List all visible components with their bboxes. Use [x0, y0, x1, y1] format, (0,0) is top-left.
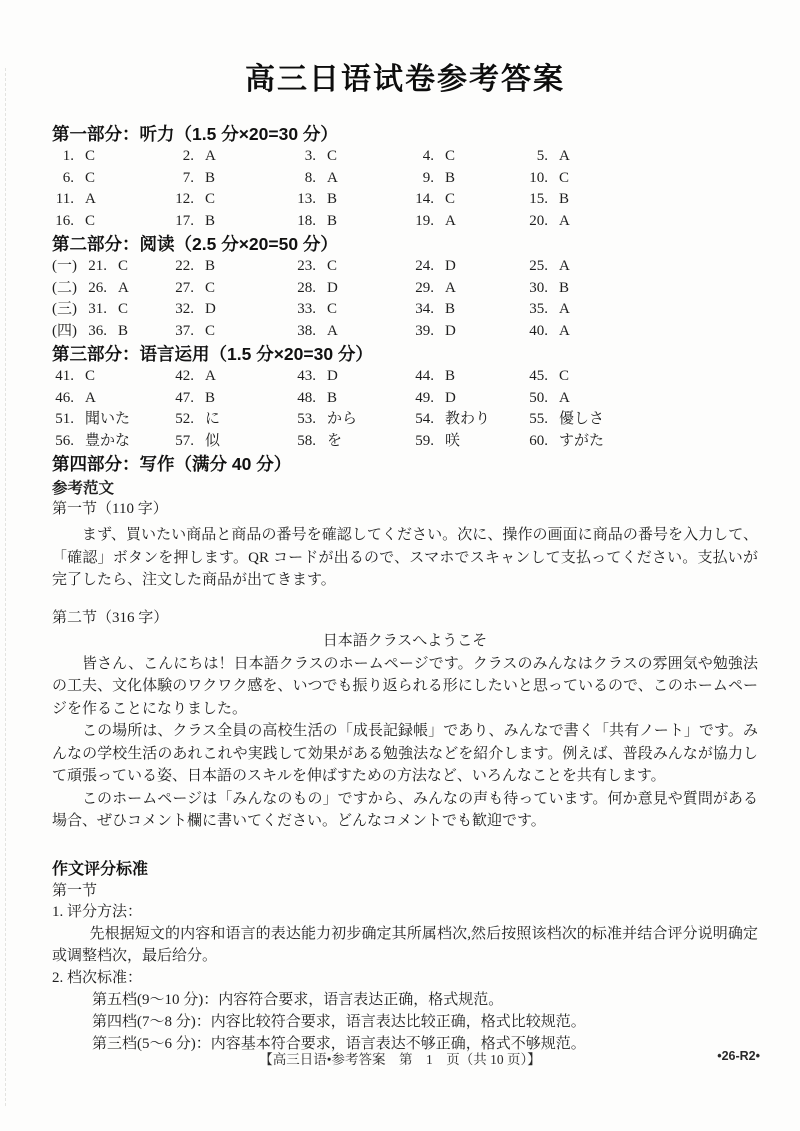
answer-cell [52, 211, 172, 233]
question-number: 50. [529, 389, 548, 406]
question-number: 8. [304, 169, 316, 186]
answer-cell [526, 366, 758, 388]
answer-value: すがた [559, 432, 605, 449]
question-number: 56. [55, 432, 74, 449]
answer-cell [526, 388, 758, 410]
footer-page-info: 【高三日语•参考答案 第 1 页（共 10 页）】 [259, 1052, 541, 1067]
question-number: 35. [529, 301, 548, 317]
answer-cell [52, 321, 172, 343]
grade-level-3: 第三档(5～6 分)：内容基本符合要求，语言表达不够正确，格式不够规范。 [92, 1035, 586, 1052]
question-number: 2. [182, 148, 194, 164]
answer-value: C [205, 279, 216, 296]
grade-level-4: 第四档(7～8 分)：内容比较符合要求，语言表达比较正确，格式比较规范。 [92, 1013, 586, 1030]
answer-value: 咲 [445, 432, 461, 449]
answer-cell [172, 168, 294, 190]
question-number: 31. [88, 301, 107, 317]
question-number: 9. [422, 169, 434, 186]
question-number: 46. [55, 389, 74, 406]
answer-value: に [205, 411, 221, 427]
answer-cell [172, 211, 294, 233]
answer-value: 似 [205, 432, 221, 449]
answer-value: C [205, 322, 216, 339]
answer-value: A [559, 212, 570, 229]
part2-answer-grid [52, 256, 758, 342]
answer-value: B [327, 212, 338, 229]
answer-value: A [445, 212, 456, 229]
part2-heading: 第二部分：阅读（2.5 分×20=50 分） [52, 234, 338, 254]
answer-value: A [205, 148, 216, 164]
question-number: 44. [415, 368, 434, 384]
answer-value: A [559, 258, 570, 274]
answer-cell [526, 168, 758, 190]
question-number: 33. [297, 301, 316, 317]
answer-cell [412, 321, 526, 343]
answer-row [52, 168, 758, 190]
answer-value: 聞いた [85, 411, 131, 427]
answer-cell [52, 278, 172, 300]
question-number: 49. [415, 389, 434, 406]
answer-cell [52, 256, 172, 278]
answer-cell [172, 321, 294, 343]
answer-value: C [559, 368, 570, 384]
answer-row [52, 189, 758, 211]
question-number: 18. [297, 212, 316, 229]
answer-cell [526, 256, 758, 278]
criteria-heading: 作文评分标准 [52, 860, 149, 878]
answer-cell [526, 299, 758, 321]
answer-cell [294, 366, 412, 388]
answer-value: B [205, 169, 216, 186]
answer-cell [294, 256, 412, 278]
answer-cell [412, 299, 526, 321]
question-number: 47. [175, 389, 194, 406]
answer-cell [294, 146, 412, 168]
essay-section2-label: 第二节（316 字） [52, 609, 169, 626]
answer-cell [294, 388, 412, 410]
question-number: 53. [297, 411, 316, 427]
answer-value: D [445, 258, 456, 274]
answer-value: C [118, 258, 129, 274]
answer-cell [172, 256, 294, 278]
answer-cell [294, 321, 412, 343]
answer-value: B [445, 368, 456, 384]
answer-value: A [445, 279, 456, 296]
question-number: 16. [55, 212, 74, 229]
answer-value: C [445, 148, 456, 164]
answer-value: C [85, 368, 96, 384]
grading-criteria-section [52, 859, 758, 1055]
answer-value: C [327, 301, 338, 317]
answer-cell [294, 278, 412, 300]
answer-value: A [205, 368, 216, 384]
answer-value: D [327, 279, 338, 296]
question-number: 20. [529, 212, 548, 229]
question-number: 42. [175, 368, 194, 384]
answer-cell [412, 168, 526, 190]
answer-cell [412, 189, 526, 211]
part3-language-section [52, 342, 758, 452]
part3-answer-grid [52, 366, 758, 452]
part4-writing-section [52, 452, 758, 833]
answer-value: から [327, 411, 358, 427]
answer-cell [412, 431, 526, 453]
answer-row [52, 299, 758, 321]
answer-value: C [445, 191, 456, 207]
criteria-item1-text: 先根据短文的内容和语言的表达能力初步确定其所属档次,然后按照该档次的标准并结合评分说明确定或调整档次，最后给分。 [52, 925, 758, 964]
essay-section2-block [52, 608, 758, 833]
answer-row [52, 366, 758, 388]
answer-cell [172, 278, 294, 300]
answer-value: B [205, 258, 216, 274]
question-number: 51. [55, 411, 74, 427]
question-number: 54. [415, 411, 434, 427]
question-number: 43. [297, 368, 316, 384]
answer-cell [294, 168, 412, 190]
answer-value: B [205, 212, 216, 229]
question-number: 25. [529, 258, 548, 274]
answer-cell [172, 189, 294, 211]
answer-cell [172, 431, 294, 453]
criteria-item1-label: 1. 评分方法： [52, 903, 143, 920]
answer-cell [412, 388, 526, 410]
answer-row [52, 146, 758, 168]
question-number: 36. [88, 322, 107, 339]
answer-cell [294, 431, 412, 453]
question-number: 21. [88, 258, 107, 274]
answer-value: 豊かな [85, 432, 131, 449]
answer-value: B [327, 389, 338, 406]
answer-value: C [118, 301, 129, 317]
answer-cell [172, 146, 294, 168]
question-number: 60. [529, 432, 548, 449]
answer-value: B [327, 191, 338, 207]
question-number: 39. [415, 322, 434, 339]
answer-value: C [85, 148, 96, 164]
answer-row [52, 388, 758, 410]
essay-section2-paragraph-2: この場所は、クラス全員の高校生活の「成長記録帳」であり、みんなで書く「共有ノート」です。みんなの学校生活のあれこれや実践して効果がある勉強法などを紹介します。例えば、普段みんなが協力して頑張っている姿、日本語のスキルを伸ばすための方法など、いろんなことを共有します。 [52, 723, 758, 784]
question-number: 30. [529, 279, 548, 296]
question-number: 14. [415, 191, 434, 207]
answer-value: D [205, 301, 216, 317]
answer-cell [52, 366, 172, 388]
answer-value: C [559, 169, 570, 186]
question-number: 5. [536, 148, 548, 164]
essay-section2-title: 日本語クラスへようこそ [322, 632, 488, 649]
answer-row [52, 278, 758, 300]
answer-cell [526, 431, 758, 453]
group-prefix: (三) [52, 301, 77, 317]
question-number: 15. [529, 191, 548, 207]
question-number: 17. [175, 212, 194, 229]
answer-row [52, 211, 758, 233]
question-number: 7. [182, 169, 194, 186]
criteria-section1-label: 第一节 [52, 882, 98, 899]
question-number: 1. [62, 148, 74, 164]
question-number: 13. [297, 191, 316, 207]
question-number: 27. [175, 279, 194, 296]
answer-cell [52, 189, 172, 211]
essay-section1-label: 第一节（110 字） [52, 501, 168, 517]
question-number: 57. [175, 432, 194, 449]
question-number: 23. [297, 258, 316, 274]
answer-value: C [205, 191, 216, 207]
question-number: 38. [297, 322, 316, 339]
answer-value: D [445, 322, 456, 339]
answer-value: A [85, 389, 96, 406]
answer-row [52, 431, 758, 453]
question-number: 11. [55, 191, 74, 207]
question-number: 55. [529, 411, 548, 427]
question-number: 41. [55, 368, 74, 384]
answer-value: B [118, 322, 129, 339]
answer-cell [52, 388, 172, 410]
answer-cell [294, 211, 412, 233]
page-footer [0, 1048, 800, 1070]
group-prefix: (二) [52, 279, 77, 296]
model-essay-label: 参考范文 [52, 480, 115, 497]
answer-value: B [559, 191, 570, 207]
answer-cell [526, 146, 758, 168]
answer-row [52, 321, 758, 343]
answer-cell [526, 278, 758, 300]
group-prefix: (一) [52, 258, 77, 274]
answer-value: B [445, 301, 456, 317]
answer-cell [412, 409, 526, 431]
question-number: 28. [297, 279, 316, 296]
answer-value: C [85, 212, 96, 229]
answer-value: A [559, 322, 570, 339]
part3-heading: 第三部分：语言运用（1.5 分×20=30 分） [52, 344, 373, 364]
page-title: 高三日语试卷参考答案 [245, 63, 565, 96]
essay-section1-paragraph: まず、買いたい商品と商品の番号を確認してください。次に、操作の画面に商品の番号を入力して、「確認」ボタンを押します。QR コードが出るので、スマホでスキャンして支払ってください。支払いが完了したら、注文した商品が出てきます。 [52, 527, 758, 588]
part1-answer-grid [52, 146, 758, 232]
question-number: 32. [175, 301, 194, 317]
part4-heading: 第四部分：写作（满分 40 分） [52, 454, 292, 474]
question-number: 37. [175, 322, 194, 339]
essay-section2-paragraph-1: 皆さん、こんにちは！日本語クラスのホームページです。クラスのみんなはクラスの雰囲気や勉強法の工夫、文化体験のワクワク感を、いつでも振り返られる形にしたいと思っているので、このホームページを作ることになりました。 [52, 655, 758, 717]
answer-value: B [445, 169, 456, 186]
answer-value: 優しさ [559, 411, 605, 427]
answer-cell [172, 366, 294, 388]
question-number: 6. [62, 169, 74, 186]
answer-value: D [445, 389, 456, 406]
question-number: 58. [297, 432, 316, 449]
question-number: 24. [415, 258, 434, 274]
answer-cell [52, 146, 172, 168]
question-number: 48. [297, 389, 316, 406]
answer-cell [172, 388, 294, 410]
question-number: 22. [175, 258, 194, 274]
answer-value: A [85, 191, 96, 207]
answer-value: を [327, 432, 343, 449]
answer-value: C [85, 169, 96, 186]
group-prefix: (四) [52, 322, 77, 339]
answer-value: A [559, 301, 570, 317]
answer-cell [526, 321, 758, 343]
part1-heading: 第一部分：听力（1.5 分×20=30 分） [52, 124, 338, 144]
answer-cell [52, 409, 172, 431]
answer-value: 教わり [445, 411, 491, 427]
answer-value: A [327, 169, 338, 186]
answer-cell [412, 146, 526, 168]
answer-value: A [559, 389, 570, 406]
answer-cell [294, 299, 412, 321]
question-number: 45. [529, 368, 548, 384]
question-number: 10. [529, 169, 548, 186]
criteria-item2-label: 2. 档次标准： [52, 969, 143, 986]
answer-value: C [327, 258, 338, 274]
answer-cell [526, 189, 758, 211]
question-number: 59. [415, 432, 434, 449]
answer-value: A [327, 322, 338, 339]
grade-level-5: 第五档(9～10 分)：内容符合要求，语言表达正确，格式规范。 [92, 991, 504, 1008]
answer-value: B [205, 389, 216, 406]
answer-cell [412, 366, 526, 388]
answer-value: C [327, 148, 338, 164]
answer-row [52, 409, 758, 431]
answer-cell [52, 168, 172, 190]
answer-value: A [559, 148, 570, 164]
part1-listening-section [52, 122, 758, 232]
answer-cell [172, 299, 294, 321]
question-number: 34. [415, 301, 434, 317]
scan-edge-artifact [5, 68, 6, 1106]
question-number: 40. [529, 322, 548, 339]
answer-cell [526, 409, 758, 431]
question-number: 19. [415, 212, 434, 229]
answer-value: B [559, 279, 570, 296]
question-number: 29. [415, 279, 434, 296]
answer-value: D [327, 368, 338, 384]
question-number: 3. [304, 148, 316, 164]
question-number: 52. [175, 411, 194, 427]
essay-section2-paragraph-3: このホームページは「みんなのもの」ですから、みんなの声も待っています。何か意見や質問がある場合、ぜひコメント欄に書いてください。どんなコメントでも歓迎です。 [52, 790, 758, 829]
question-number: 12. [175, 191, 194, 207]
answer-cell [526, 211, 758, 233]
answer-cell [294, 409, 412, 431]
part2-reading-section [52, 232, 758, 342]
answer-value: A [118, 279, 129, 296]
answer-cell [52, 431, 172, 453]
answer-cell [412, 256, 526, 278]
footer-code: •26-R2• [717, 1049, 760, 1063]
answer-cell [294, 189, 412, 211]
answer-cell [172, 409, 294, 431]
answer-row [52, 256, 758, 278]
answer-cell [52, 299, 172, 321]
answer-cell [412, 211, 526, 233]
question-number: 26. [88, 279, 107, 296]
answer-cell [412, 278, 526, 300]
question-number: 4. [422, 148, 434, 164]
